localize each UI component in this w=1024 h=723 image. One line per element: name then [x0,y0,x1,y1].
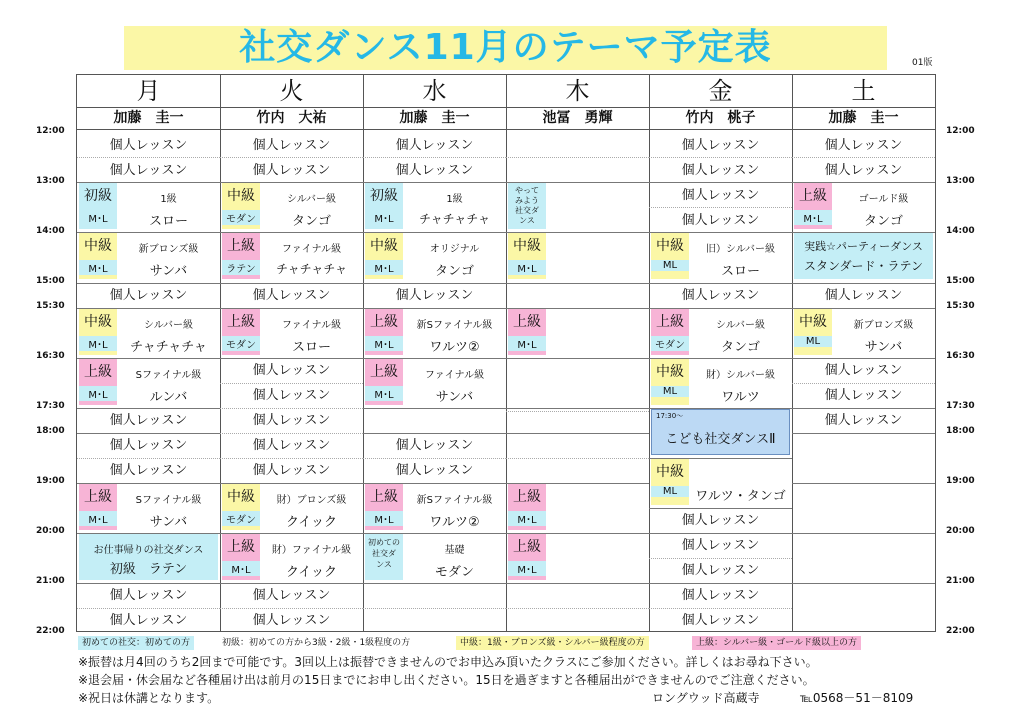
time-label: 15:00 [946,276,975,286]
private-lesson: 個人レッスン [252,138,331,153]
class-name: シルバー級 [143,320,194,331]
dance-name: タンゴ [291,214,331,229]
dance-name: タンゴ [434,264,474,279]
time-label: 18:00 [36,426,65,436]
private-lesson: 個人レッスン [395,288,474,303]
teacher-name: 加藤 圭一 [792,107,935,130]
private-lesson: 個人レッスン [109,288,188,303]
class-name: 財）シルバー級 [705,370,776,381]
column-tuesday [220,75,364,631]
column-monday [77,75,221,631]
note-transfer: ※振替は月4回のうち2回まで可能です。3回以上は振替できませんのでお申込み頂いたクラスにご参加ください。詳しくはお尋ね下さい。 [78,655,818,669]
private-lesson: 個人レッスン [395,163,474,178]
column-friday [649,75,793,631]
level-box: 中級 ML [794,309,832,355]
column-saturday [792,75,935,631]
private-lesson: 個人レッスン [824,138,903,153]
private-lesson: 個人レッスン [681,138,760,153]
private-lesson: 個人レッスン [824,163,903,178]
dance-name: サンバ [149,264,188,279]
day-header: 木 [506,75,649,108]
level-box: 中級 ML [651,233,689,279]
legend-intermediate: 中級：1級・ブロンズ級・シルバー級程度の方 [456,636,649,650]
dance-name: タンゴ [863,214,903,229]
private-lesson: 個人レッスン [252,613,331,628]
level-box: 上級 M･L [365,484,403,530]
teacher-name: 加藤 圭一 [77,107,220,130]
private-lesson: 個人レッスン [109,163,188,178]
class-name: オリジナル [429,244,480,255]
class-name: シルバー級 [715,320,766,331]
time-label: 16:30 [946,351,975,361]
class-name: 新Sファイナル級 [416,495,493,506]
time-label: 21:00 [36,576,65,586]
schedule-grid [76,74,936,632]
level-box: 上級 ラテン [222,233,260,279]
private-lesson: 個人レッスン [252,363,331,378]
level-box: 中級 ML [651,359,689,405]
private-lesson: 個人レッスン [252,163,331,178]
time-label: 22:00 [946,626,975,636]
private-lesson: 個人レッスン [681,288,760,303]
private-lesson: 個人レッスン [681,513,760,528]
dance-name: チャチャチャ [276,262,347,276]
phone-number: ℡0568－51－8109 [800,691,914,705]
time-label: 15:00 [36,276,65,286]
column-wednesday [363,75,507,631]
time-label: 16:30 [36,351,65,361]
private-lesson: 個人レッスン [824,388,903,403]
teacher-name: 竹内 桃子 [649,107,792,130]
dance-name: ワルツ・タンゴ [695,489,786,504]
private-lesson: 個人レッスン [109,588,188,603]
note-holiday: ※祝日は休講となります。 [78,691,220,705]
legend-elementary: 初級：初めての方から3級・2級・1級程度の方 [222,638,411,648]
private-lesson: 個人レッスン [681,613,760,628]
private-lesson: 個人レッスン [109,138,188,153]
private-lesson: 個人レッスン [395,138,474,153]
day-header: 月 [77,75,220,108]
class-name: ファイナル級 [281,244,342,255]
level-box: 上級 M･L [508,534,546,580]
legend-advanced: 上級：シルバー級・ゴールド級以上の方 [692,636,861,650]
time-label: 21:00 [946,576,975,586]
private-lesson: 個人レッスン [252,463,331,478]
level-box: 中級 モダン [222,484,260,530]
dance-name: ルンバ [149,390,188,405]
dance-name: ワルツ [721,390,760,405]
level-box: 中級 M･L [365,233,403,279]
dance-name: モダン [434,565,475,580]
time-label: 15:30 [36,301,65,311]
private-lesson: 個人レッスン [252,438,331,453]
class-name: 新ブロンズ級 [138,244,199,255]
class-name: 1級 [446,194,463,205]
private-lesson: 個人レッスン [252,588,331,603]
time-label: 18:00 [946,426,975,436]
time-label: 22:00 [36,626,65,636]
class-name: 旧）シルバー級 [705,244,776,255]
level-box: 初級 M･L [365,183,403,229]
level-box: 上級 M･L [508,484,546,530]
time-label: 19:00 [36,476,65,486]
dance-name: サンバ [149,515,188,530]
time-label: 20:00 [946,526,975,536]
time-label: 12:00 [946,126,975,136]
private-lesson: 個人レッスン [109,613,188,628]
private-lesson: 個人レッスン [109,438,188,453]
level-box: 上級 M･L [222,534,260,580]
private-lesson: 個人レッスン [681,563,760,578]
level-box: 上級 M･L [365,359,403,405]
time-label: 13:00 [36,176,65,186]
dance-name: ワルツ② [429,515,480,530]
time-label: 17:30 [36,401,65,411]
class-name: 新ブロンズ級 [853,320,914,331]
private-lesson: 個人レッスン [681,588,760,603]
private-lesson: 個人レッスン [252,388,331,403]
teacher-name: 加藤 圭一 [363,107,506,130]
dance-name: サンバ [435,390,474,405]
dance-name: ワルツ② [429,340,480,355]
private-lesson: 個人レッスン [395,463,474,478]
level-box: 中級 モダン [222,183,260,229]
dance-name: タンゴ [720,340,760,355]
dance-name: チャチャチャ [130,340,207,355]
time-label: 13:00 [946,176,975,186]
time-label: 17:30 [946,401,975,411]
level-box: 上級 モダン [222,309,260,355]
dance-name: スロー [720,264,760,279]
level-box: やってみよう社交ダンス [508,183,546,229]
class-name: 財）ブロンズ級 [276,495,347,506]
class-name: 1級 [160,194,177,205]
level-box: 中級 ML [651,459,689,505]
column-thursday [506,75,650,631]
level-box: 上級 M･L [365,309,403,355]
private-lesson: 個人レッスン [681,163,760,178]
time-label: 15:30 [946,301,975,311]
private-lesson: 個人レッスン [681,188,760,203]
private-lesson: 個人レッスン [824,363,903,378]
teacher-name: 竹内 大祐 [220,107,363,130]
level-box: 初級 M･L [79,183,117,229]
dance-name: チャチャチャ [419,212,490,226]
class-name: ファイナル級 [281,320,342,331]
class-name: 財）ファイナル級 [271,545,352,556]
legend-beginner: 初めての社交：初めての方 [78,636,194,650]
dance-name: クイック [285,565,338,580]
private-lesson: 個人レッスン [109,413,188,428]
page-title: 社交ダンス11月のテーマ予定表 [124,26,887,70]
level-box: 上級 M･L [79,484,117,530]
dance-name: サンバ [864,340,903,355]
class-name: Sファイナル級 [135,370,202,381]
private-lesson: 個人レッスン [252,288,331,303]
class-block: お仕事帰りの社交ダンス 初級 ラテン [79,534,218,580]
day-header: 火 [220,75,363,108]
dance-name: クイック [285,515,338,530]
day-header: 土 [792,75,935,108]
level-box: 初めての社交ダンス [365,534,403,580]
time-label: 12:00 [36,126,65,136]
teacher-name: 池冨 勇輝 [506,107,649,130]
class-name: ファイナル級 [424,370,485,381]
private-lesson: 個人レッスン [681,213,760,228]
private-lesson: 個人レッスン [109,463,188,478]
level-box: 上級 モダン [651,309,689,355]
note-withdrawal: ※退会届・休会届など各種届け出は前月の15日までにお申し出ください。15日を過ぎますと各種届出ができませんのでご注意ください。 [78,673,815,687]
time-label: 19:00 [946,476,975,486]
time-label: 14:00 [36,226,65,236]
private-lesson: 個人レッスン [395,438,474,453]
level-box: 中級 M･L [79,233,117,279]
time-label: 14:00 [946,226,975,236]
class-name: ゴールド級 [858,194,909,205]
private-lesson: 個人レッスン [681,538,760,553]
level-box: 上級 M･L [794,183,832,229]
private-lesson: 個人レッスン [824,288,903,303]
private-lesson: 個人レッスン [824,413,903,428]
level-box: 中級 M･L [508,233,546,279]
class-name: 基礎 [444,545,465,556]
time-label: 20:00 [36,526,65,536]
class-name: 新Sファイナル級 [416,320,493,331]
day-header: 金 [649,75,792,108]
studio-name: ロングウッド高蔵寺 [652,691,760,705]
level-box: 上級 M･L [508,309,546,355]
kids-class-block: 17:30～ こども社交ダンスⅡ [651,409,790,455]
edition-label: 01版 [912,58,933,68]
dance-name: スロー [291,340,331,355]
day-header: 水 [363,75,506,108]
dance-name: スロー [148,214,188,229]
level-box: 上級 M･L [79,359,117,405]
class-block: 実践☆パーティーダンス スタンダード・ラテン [794,233,933,279]
level-box: 中級 M･L [79,309,117,355]
class-name: Sファイナル級 [135,495,202,506]
private-lesson: 個人レッスン [252,413,331,428]
class-name: シルバー級 [286,194,337,205]
